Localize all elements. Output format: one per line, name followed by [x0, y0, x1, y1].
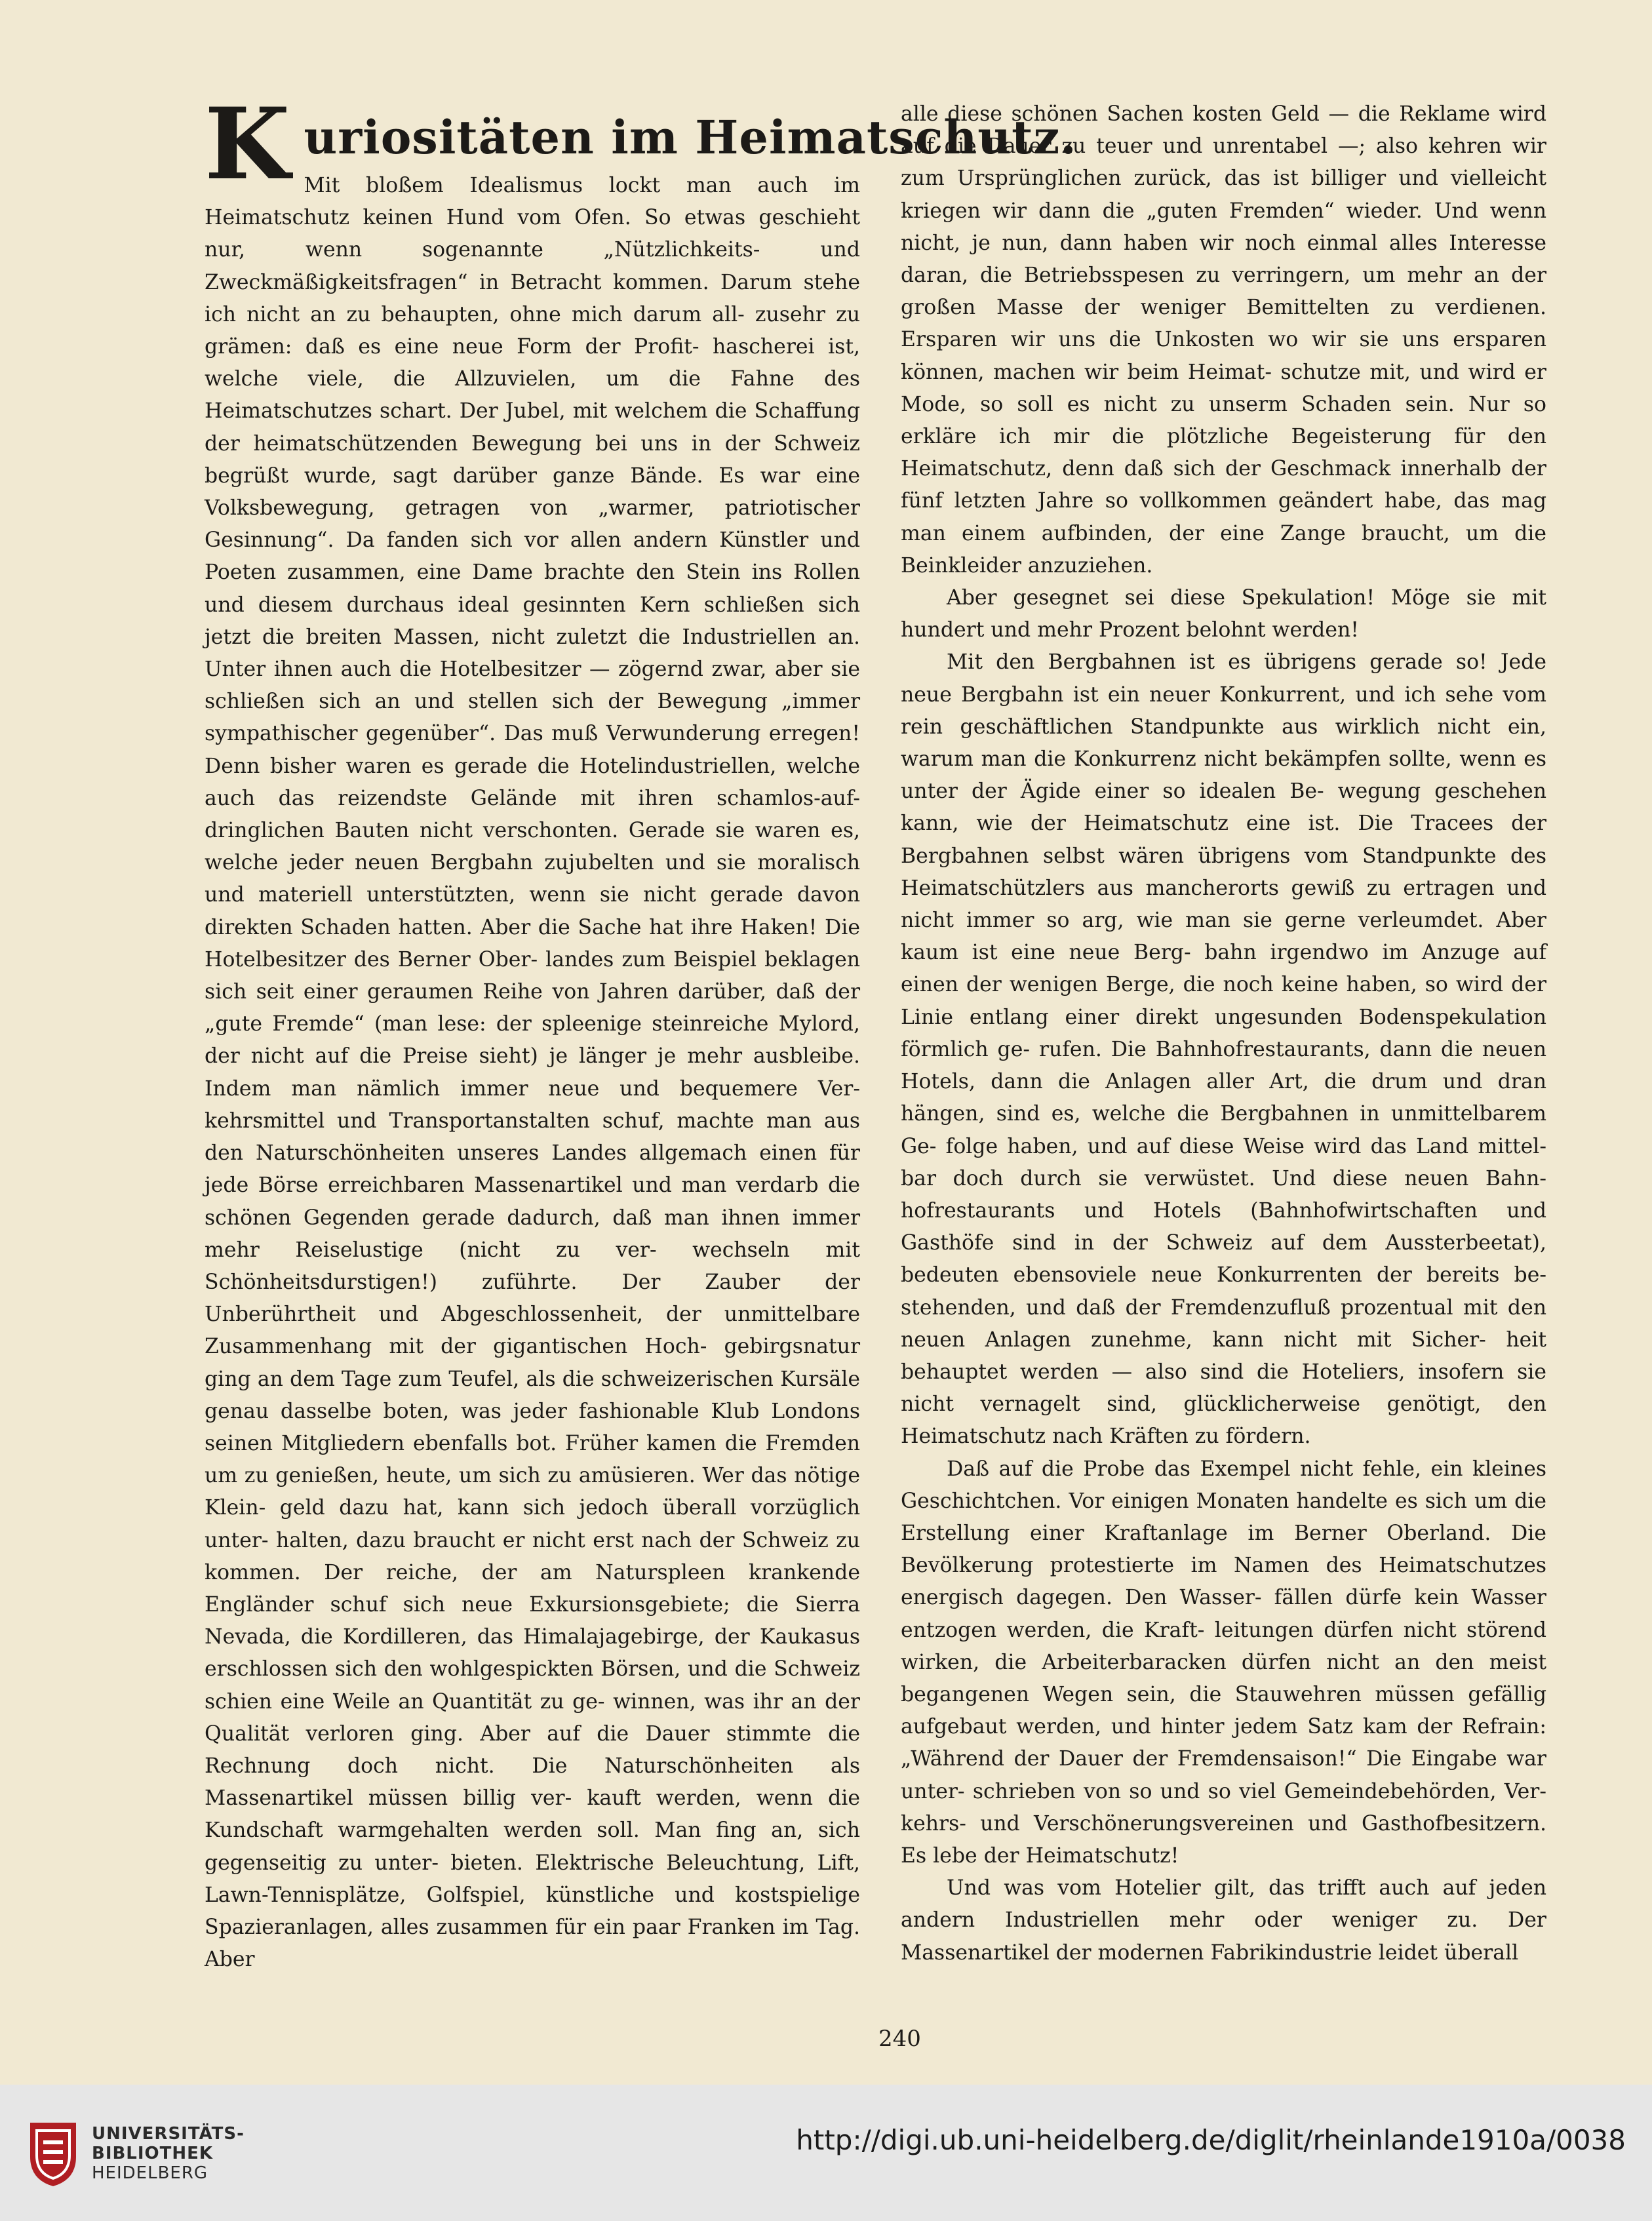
paragraph: Aber gesegnet sei diese Spekulation! Möge sie mit hundert und mehr Prozent belohnt werden! — [901, 586, 1546, 642]
paragraph: Daß auf die Probe das Exempel nicht fehle, ein kleines Geschichtchen. Vor einigen Monaten handelte es sich um die Erstellung einer Kraftanlage im Berner Oberland. Die Bevölkerung protestierte im Namen des Heimatschutzes energisch dagegen. Den Wasser- fällen dürfe kein Wasser entzogen werden, die Kraft- leitungen dürfen nicht störend wirken, die Arbeiterbaracken dürfen nicht an den meist begangenen Wegen sein, die Stauwehren müssen gefällig aufgebaut werden, und hinter jedem Satz kam der Refrain: „Während der Dauer der Fremdensaison!“ Die Eingabe war unter- schrieben von so und so viel Gemeindebehörden, Ver- kehrs- und Verschönerungsvereinen und Gasthofbesitzern. Es lebe der Heimatschutz! — [901, 1457, 1546, 1868]
library-name — [92, 2124, 245, 2183]
right-column — [901, 98, 1546, 1969]
left-column — [205, 87, 1077, 1976]
article-title — [205, 87, 1077, 202]
paragraph: Mit den Bergbahnen ist es übrigens gerade so! Jede neue Bergbahn ist ein neuer Konkurrent, und ich sehe vom rein geschäftlichen Standpunkte aus wirklich nicht ein, warum man die Konkurrenz nicht bekämpfen sollte, wenn es unter der Ägide einer so idealen Be- wegung geschehen kann, wie der Heimatschutz eine ist. Die Tracees der Bergbahnen selbst wären übrigens vom Standpunkte des Heimatschützlers aus mancherorts gewiß zu ertragen und nicht immer so arg, wie man sie gerne verleumdet. Aber kaum ist eine neue Berg- bahn irgendwo im Anzuge auf einen der wenigen Berge, die noch keine haben, so wird der Linie entlang einer direkt ungesunden Bodenspekulation förmlich ge- rufen. Die Bahnhofrestaurants, dann die neuen Hotels, dann die Anlagen aller Art, die drum und dran hängen, sind es, welche die Bergbahnen in unmittelbarem Ge- folge haben, und auf diese Weise wird das Land mittel- bar doch durch sie verwüstet. Und diese neuen Bahn- hofrestaurants und Hotels (Bahnhofwirtschaften und Gasthöfe sind in der Schweiz auf dem Aussterbeetat), bedeuten ebensoviele neue Konkurrenten der bereits be- stehenden, und daß der Fremdenzufluß prozentual mit den neuen Anlagen zunehme, kann nicht mit Sicher- heit behauptet werden — also sind die Hoteliers, insofern sie nicht vernagelt sind, glücklicherweise genötigt, den Heimatschutz nach Kräften zu fördern. — [901, 650, 1546, 1449]
page-number: 240 — [878, 2026, 921, 2052]
library-name-line: HEIDELBERG — [92, 2163, 208, 2183]
paragraph: alle diese schönen Sachen kosten Geld — die Reklame wird auf die Dauer zu teuer und unrentabel —; also kehren wir zum Ursprünglichen zurück, das ist billiger und vielleicht kriegen wir dann die „guten Fremden“ wieder. Und wenn nicht, je nun, dann haben wir noch einmal alles Interesse daran, die Betriebsspesen zu verringern, um mehr an der großen Masse der weniger Bemittelten zu verdienen. Ersparen wir uns die Unkosten wo wir sie uns ersparen können, machen wir beim Heimat- schutze mit, und wird er Mode, so soll es nicht zu unserm Schaden sein. Nur so erkläre ich mir die plötzliche Begeisterung für den Heimatschutz, denn daß sich der Geschmack innerhalb der fünf letzten Jahre so vollkommen geändert habe, das mag man einem aufbinden, der eine Zange braucht, um die Beinkleider anzuziehen. — [901, 102, 1546, 578]
paragraph: Mit bloßem Idealismus lockt man auch im Heimatschutz keinen Hund vom Ofen. So etwas geschieht nur, wenn sogenannte „Nützlichkeits- und Zweckmäßigkeitsfragen“ in Betracht kommen. Darum stehe ich nicht an zu behaupten, ohne mich darum all- zusehr zu grämen: daß es eine neue Form der Profit- hascherei ist, welche viele, die Allzuvielen, um die Fahne des Heimatschutzes schart. Der Jubel, mit welchem die Schaffung der heimatschützenden Bewegung bei uns in der Schweiz begrüßt wurde, sagt darüber ganze Bände. Es war eine Volksbewegung, getragen von „warmer, patriotischer Gesinnung“. Da fanden sich vor allen andern Künstler und Poeten zusammen, eine Dame brachte den Stein ins Rollen und diesem durchaus ideal gesinnten Kern schließen sich jetzt die breiten Massen, nicht zuletzt die Industriellen an. Unter ihnen auch die Hotelbesitzer — zögernd zwar, aber sie schließen sich an und stellen sich der Bewegung „immer sympathischer gegenüber“. Das muß Verwunderung erregen! Denn bisher waren es gerade die Hotelindustriellen, welche auch das reizendste Gelände mit ihren schamlos-auf- dringlichen Bauten nicht verschonten. Gerade sie waren es, welche jeder neuen Bergbahn zujubelten und sie moralisch und materiell unterstützten, wenn sie nicht gerade davon direkten Schaden hatten. Aber die Sache hat ihre Haken! Die Hotelbesitzer des Berner Ober- landes zum Beispiel beklagen sich seit einer geraumen Reihe von Jahren darüber, daß der „gute Fremde“ (man lese: der spleenige steinreiche Mylord, der nicht auf die Preise sieht) je länger je mehr ausbleibe. Indem man nämlich immer neue und bequemere Ver- kehrsmittel und Transportanstalten schuf, machte man aus den Naturschönheiten unseres Landes allgemach einen für jede Börse erreichbaren Massenartikel und man verdarb die schönen Gegenden gerade dadurch, daß man ihnen immer mehr Reiselustige (nicht zu ver- wechseln mit Schönheitsdurstigen!) zuführte. Der Zauber der Unberührtheit und Abgeschlossenheit, der unmittelbare Zusammenhang mit der gigantischen Hoch- gebirgsnatur ging an dem Tage zum Teufel, als die schweizerischen Kursäle genau dasselbe boten, was jeder fashionable Klub Londons seinen Mitgliedern ebenfalls bot. Früher kamen die Fremden um zu genießen, heute, um sich zu amüsieren. Wer das nötige Klein- geld dazu hat, kann sich jedoch überall vorzüglich unter- halten, dazu braucht er nicht erst nach der Schweiz zu kommen. Der reiche, der am Naturspleen krankende Engländer schuf sich neue Exkursionsgebiete; die Sierra Nevada, die Kordilleren, das Himalajagebirge, der Kaukasus erschlossen sich den wohlgespickten Börsen, und die Schweiz schien eine Weile an Quantität zu ge- winnen, was ihr an der Qualität verloren ging. Aber auf die Dauer stimmte die Rechnung doch nicht. Die Naturschönheiten als Massenartikel müssen billig ver- kauft werden, wenn die Kundschaft warmgehalten werden soll. Man fing an, sich gegenseitig zu unter- bieten. Elektrische Beleuchtung, Lift, Lawn-Tennisplätze, Golfspiel, künstliche und kostspielige Spazieranlagen, alles zusammen für ein paar Franken im Tag. Aber — [205, 174, 860, 1972]
paragraph: Und was vom Hotelier gilt, das trifft auch auf jeden andern Industriellen mehr oder weniger zu. Der Massenartikel der modernen Fabrikindustrie leidet überall — [901, 1876, 1546, 1965]
title-initial: K — [205, 87, 291, 202]
library-name-line: UNIVERSITÄTS- — [92, 2124, 245, 2144]
university-seal-icon — [24, 2117, 83, 2190]
library-name-line: BIBLIOTHEK — [92, 2144, 214, 2163]
source-url-link[interactable]: http://digi.ub.uni-heidelberg.de/diglit/rheinlande1910a/0038 — [796, 2124, 1626, 2156]
title-text: uriositäten im Heimatschutz. — [304, 110, 1077, 165]
